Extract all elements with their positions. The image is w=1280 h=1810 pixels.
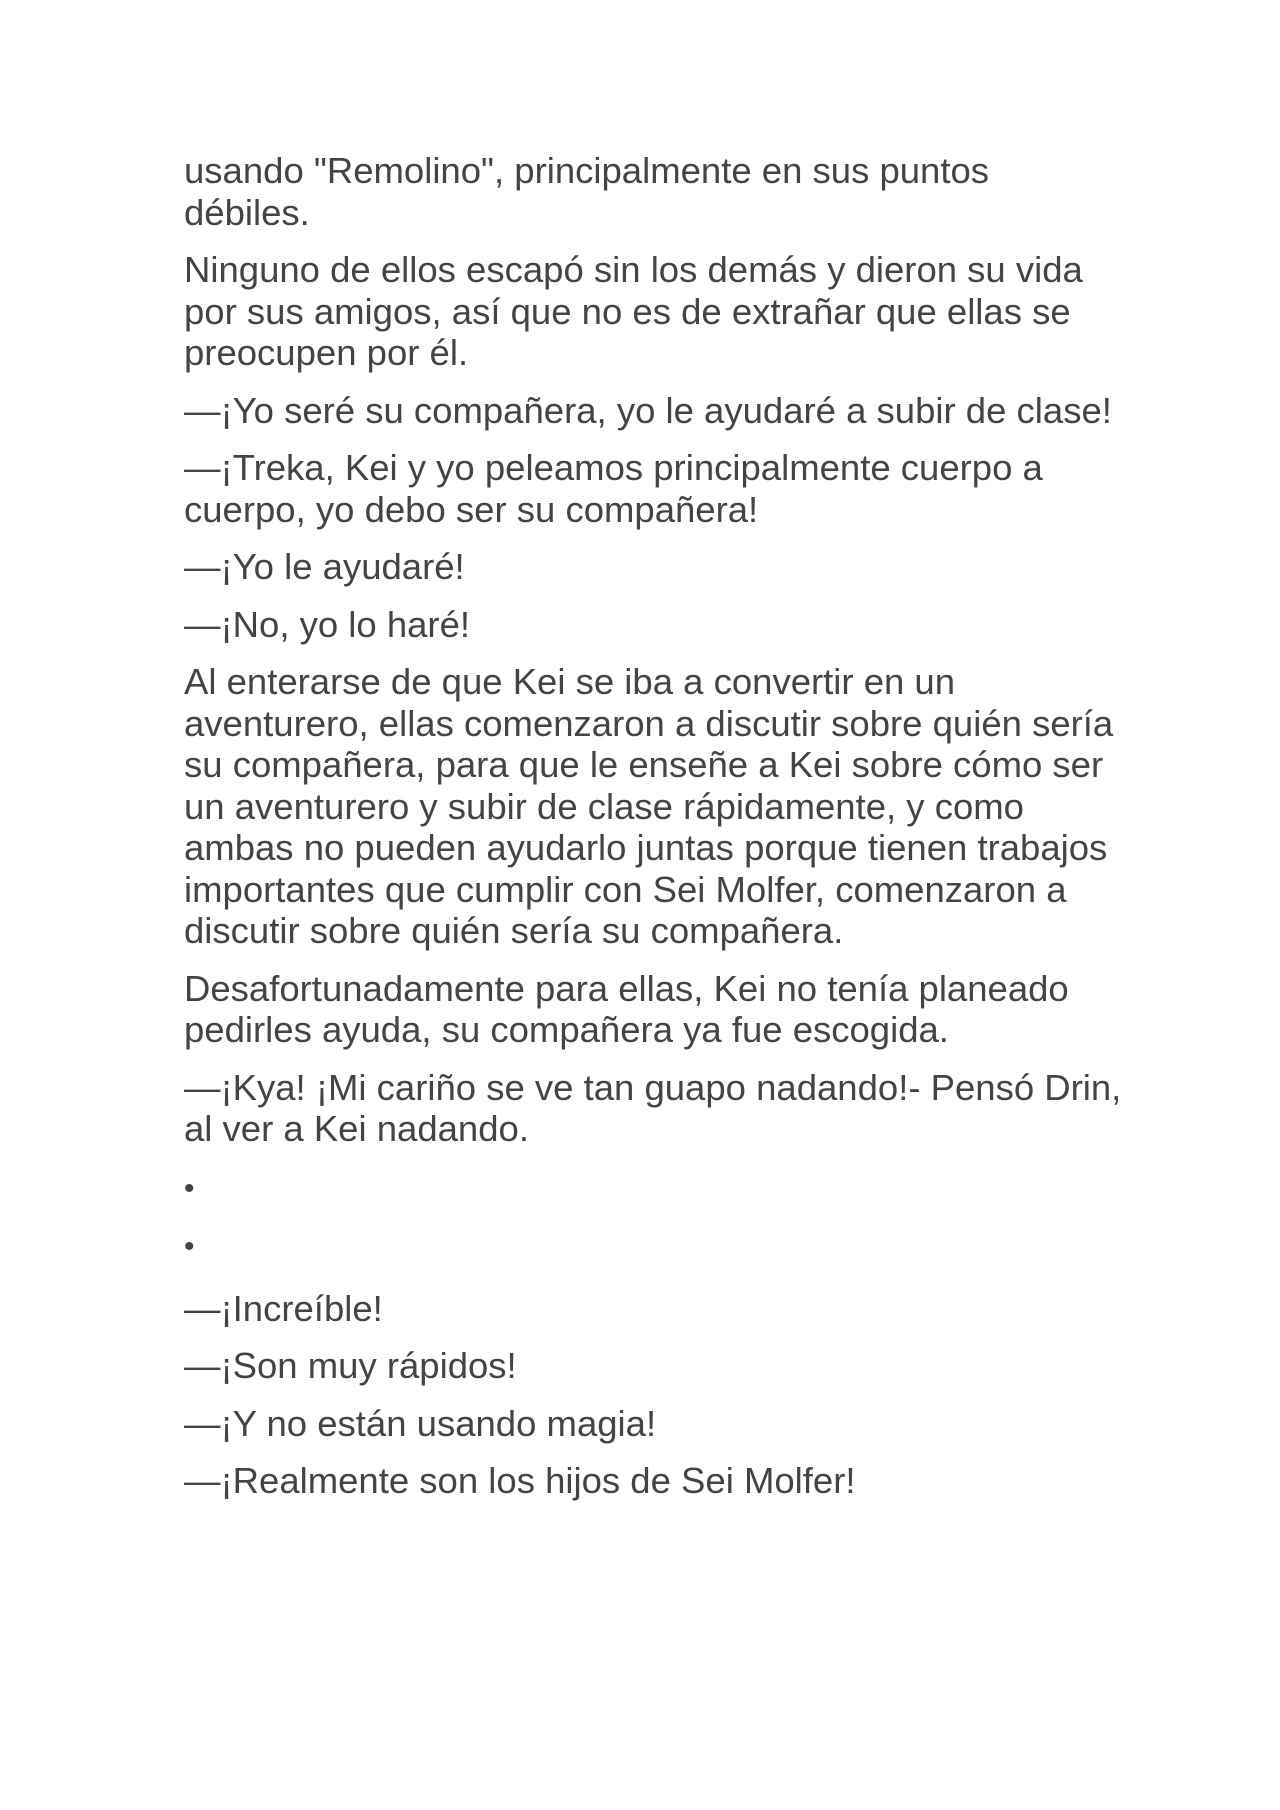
paragraph: Al enterarse de que Kei se iba a convertir en un aventurero, ellas comenzaron a discutir sobre quién sería su compañera, para que le enseñe a Kei sobre cómo ser un aventurero y subir de clase rápidamente, y como ambas no pueden ayudarlo juntas porque tienen trabajos importantes que cumplir con Sei Molfer, comenzaron a discutir sobre quién sería su compañera. (184, 661, 1114, 951)
dialogue-line: —¡Kya! ¡Mi cariño se ve tan guapo nadando!- Pensó Drin, al ver a Kei nadando. (184, 1066, 1122, 1149)
scene-break-bullet: • (184, 1229, 195, 1263)
dialogue-line: —¡Realmente son los hijos de Sei Molfer! (184, 1460, 856, 1501)
dialogue-line: —¡No, yo lo haré! (184, 603, 471, 645)
paragraph: Ninguno de ellos escapó sin los demás y dieron su vida por sus amigos, así que no es de extrañar que ellas se preocupen por él. (184, 249, 1083, 373)
paragraph: usando "Remolino", principalmente en sus puntos débiles. (184, 150, 990, 233)
dialogue-line: —¡Son muy rápidos! (184, 1345, 517, 1386)
dialogue-line: —¡Y no están usando magia! (184, 1402, 657, 1444)
dialogue-line: —¡Yo le ayudaré! (184, 546, 465, 587)
document-body (184, 150, 1124, 1518)
dialogue-line: —¡Increíble! (184, 1287, 383, 1329)
dialogue-line: —¡Yo seré su compañera, yo le ayudaré a subir de clase! (184, 389, 1112, 431)
scene-break-bullet: • (184, 1171, 195, 1205)
dialogue-line: —¡Treka, Kei y yo peleamos principalmente cuerpo a cuerpo, yo debo ser su compañera! (184, 447, 1043, 530)
paragraph: Desafortunadamente para ellas, Kei no tenía planeado pedirles ayuda, su compañera ya fue escogida. (184, 967, 1069, 1050)
